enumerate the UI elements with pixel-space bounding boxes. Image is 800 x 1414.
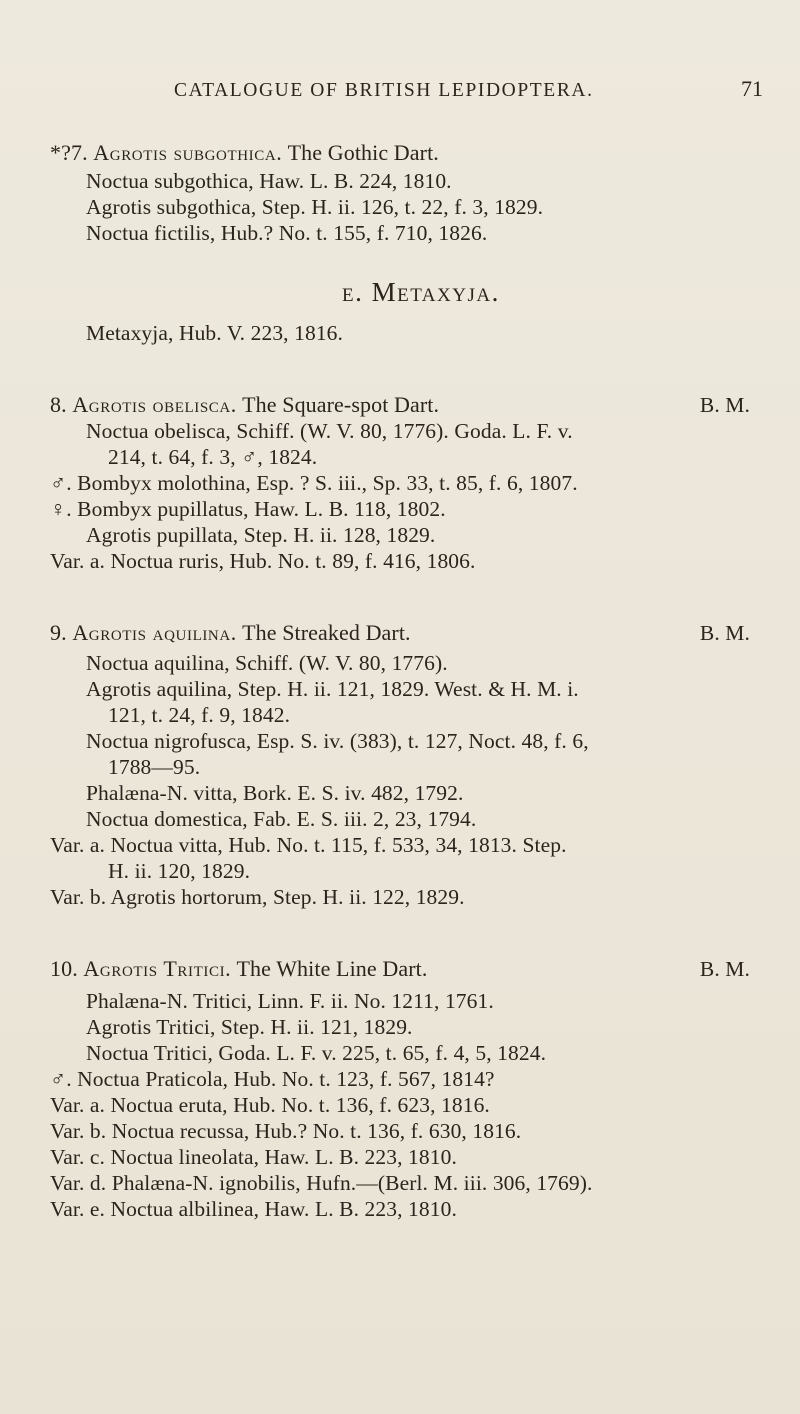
- entry-number: *?7.: [50, 140, 88, 165]
- synonym-line: Var. a. Noctua eruta, Hub. No. t. 136, f. 623, 1816.: [50, 1093, 490, 1117]
- synonym-line: Phalæna-N. Tritici, Linn. F. ii. No. 1211, 1761.: [86, 989, 494, 1013]
- common-name: The Streaked Dart.: [242, 620, 411, 645]
- entry-number: 10.: [50, 956, 78, 981]
- synonym-line: Var. a. Noctua vitta, Hub. No. t. 115, f. 533, 34, 1813. Step.: [50, 833, 567, 857]
- synonym-line: Phalæna-N. vitta, Bork. E. S. iv. 482, 1792.: [86, 781, 464, 805]
- synonym-line: Var. d. Phalæna-N. ignobilis, Hufn.—(Berl. M. iii. 306, 1769).: [50, 1171, 593, 1195]
- species-name: Agrotis aquilina.: [72, 620, 237, 645]
- synonym-line: Var. c. Noctua lineolata, Haw. L. B. 223, 1810.: [50, 1145, 457, 1169]
- collection-mark: B. M.: [699, 621, 750, 645]
- entry-heading: [50, 620, 411, 646]
- synonym-line: Noctua aquilina, Schiff. (W. V. 80, 1776).: [86, 651, 448, 675]
- synonym-line: Noctua subgothica, Haw. L. B. 224, 1810.: [86, 169, 452, 193]
- synonym-line: Noctua nigrofusca, Esp. S. iv. (383), t. 127, Noct. 48, f. 6,: [86, 729, 589, 753]
- common-name: The Gothic Dart.: [287, 140, 439, 165]
- entry-heading: [50, 140, 439, 166]
- synonym-line: Var. a. Noctua ruris, Hub. No. t. 89, f. 416, 1806.: [50, 549, 476, 573]
- synonym-line: Var. b. Agrotis hortorum, Step. H. ii. 122, 1829.: [50, 885, 465, 909]
- synonym-line: Noctua Tritici, Goda. L. F. v. 225, t. 65, f. 4, 5, 1824.: [86, 1041, 547, 1065]
- synonym-line: ♀. Bombyx pupillatus, Haw. L. B. 118, 1802.: [50, 497, 446, 521]
- collection-mark: B. M.: [699, 957, 750, 981]
- species-name: Agrotis obelisca.: [72, 392, 237, 417]
- running-title: CATALOGUE OF BRITISH LEPIDOPTERA.: [174, 80, 594, 101]
- synonym-line: Agrotis pupillata, Step. H. ii. 128, 1829.: [86, 523, 436, 547]
- entry-heading: [50, 956, 427, 982]
- species-name: Agrotis subgothica.: [93, 140, 283, 165]
- synonym-line: 121, t. 24, f. 9, 1842.: [108, 703, 291, 727]
- species-name: Agrotis Tritici.: [83, 956, 232, 981]
- synonym-line: 1788—95.: [108, 755, 201, 779]
- synonym-line: ♂. Bombyx molothina, Esp. ? S. iii., Sp. 33, t. 85, f. 6, 1807.: [50, 471, 578, 495]
- synonym-line: Var. e. Noctua albilinea, Haw. L. B. 223, 1810.: [50, 1197, 457, 1221]
- synonym-line: ♂. Noctua Praticola, Hub. No. t. 123, f. 567, 1814?: [50, 1067, 495, 1091]
- entry-number: 8.: [50, 392, 67, 417]
- synonym-line: Var. b. Noctua recussa, Hub.? No. t. 136, f. 630, 1816.: [50, 1119, 522, 1143]
- collection-mark: B. M.: [699, 393, 750, 417]
- entry-number: 9.: [50, 620, 67, 645]
- synonym-line: Noctua domestica, Fab. E. S. iii. 2, 23, 1794.: [86, 807, 477, 831]
- synonym-line: Noctua obelisca, Schiff. (W. V. 80, 1776). Goda. L. F. v.: [86, 419, 573, 443]
- common-name: The Square-spot Dart.: [242, 392, 440, 417]
- synonym-line: Agrotis aquilina, Step. H. ii. 121, 1829. West. & H. M. i.: [86, 677, 579, 701]
- synonym-line: Agrotis Tritici, Step. H. ii. 121, 1829.: [86, 1015, 413, 1039]
- synonym-line: Noctua fictilis, Hub.? No. t. 155, f. 710, 1826.: [86, 221, 488, 245]
- page-number: 71: [741, 76, 763, 101]
- common-name: The White Line Dart.: [236, 956, 428, 981]
- synonym-line: 214, t. 64, f. 3, ♂, 1824.: [108, 445, 318, 469]
- synonym-line: Metaxyja, Hub. V. 223, 1816.: [86, 321, 344, 345]
- section-title: e. Metaxyja.: [342, 277, 500, 307]
- synonym-line: Agrotis subgothica, Step. H. ii. 126, t. 22, f. 3, 1829.: [86, 195, 544, 219]
- entry-heading: [50, 392, 439, 418]
- synonym-line: H. ii. 120, 1829.: [108, 859, 251, 883]
